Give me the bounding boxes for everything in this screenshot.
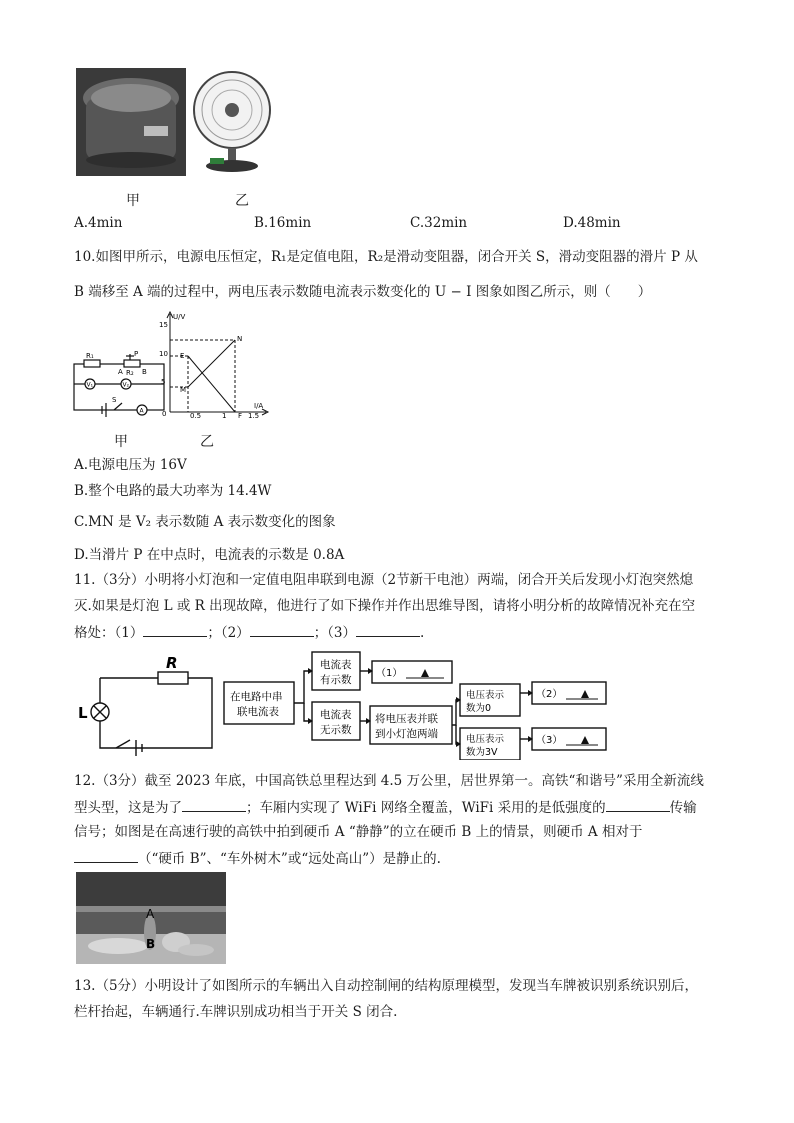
graph-tick-x15: 1.5: [248, 412, 260, 420]
q10-option-b: B.整个电路的最大功率为 14.4W: [74, 483, 272, 499]
graph-tick-y15: 15: [159, 321, 168, 329]
mindmap-answer-3: （3）: [536, 735, 563, 746]
circuit-label-r1: R₁: [86, 352, 94, 360]
q12-line2-part3: 传输: [669, 800, 697, 816]
circuit-label-a: A: [118, 368, 123, 376]
q11-blank-2[interactable]: [250, 622, 314, 637]
graph-point-m: M: [180, 386, 187, 394]
q11-label-1: 格处：（1）: [74, 625, 144, 641]
mindmap-none-2: 无示数: [320, 724, 352, 736]
q11-mindmap-diagram: [72, 648, 620, 760]
mindmap-label-r: R: [166, 654, 178, 672]
graph-tick-x1: 1: [222, 412, 227, 420]
q10-ui-graph: [158, 310, 273, 420]
mindmap-volt-1: 将电压表并联: [375, 713, 438, 725]
mindmap-has-1: 电流表: [320, 659, 352, 671]
q10-text-line2: B 端移至 A 端的过程中，两电压表示数随电流表示数变化的 U − I 图象如图乙所示，则（ ）: [74, 284, 652, 300]
q12-text-line3: 信号；如图是在高速行驶的高铁中拍到硬币 A “静静”的立在硬币 B 上的情景，则硬币 A 相对于: [74, 824, 643, 840]
q12-text-line1: 12.（3分）截至 2023 年底，中国高铁总里程达到 4.5 万公里，居世界第一。高铁“和谐号”采用全新流线: [74, 773, 704, 789]
mindmap-v3-1: 电压表示: [466, 734, 505, 745]
mindmap-answer-2: （2）: [536, 689, 563, 700]
graph-point-e: E: [180, 352, 185, 360]
mindmap-volt-2: 到小灯泡两端: [375, 728, 438, 740]
q9-option-a: A.4min: [74, 215, 123, 231]
q12-blank-1[interactable]: [182, 797, 246, 812]
mindmap-v0-1: 电压表示: [466, 690, 505, 701]
graph-tick-x0: 0: [162, 410, 167, 418]
q9-option-d: D.48min: [563, 215, 621, 231]
graph-point-n: N: [237, 335, 243, 343]
figure-caption-right: 乙: [235, 193, 249, 209]
circuit-label-p: P: [134, 350, 139, 358]
q11-label-2: ；（2）: [207, 625, 250, 641]
mindmap-label-l: L: [78, 704, 88, 722]
q11-text-line2: 灭.如果是灯泡 L 或 R 出现故障，他进行了如下操作并作出思维导图，请将小明分析的故障情况补充在空: [74, 598, 696, 614]
mindmap-has-2: 有示数: [320, 674, 352, 686]
circuit-label-v2: V₂: [122, 381, 130, 389]
coin-label-a: A: [146, 907, 155, 921]
mindmap-answer-1: （1）: [376, 668, 403, 679]
circuit-label-ammeter: A: [139, 407, 144, 415]
coin-label-b: B: [146, 937, 156, 951]
mindmap-start-1: 在电路中串: [230, 691, 283, 703]
q12-text-line4: [74, 848, 441, 869]
q12-text-line2: [74, 797, 697, 818]
q12-blank-3[interactable]: [74, 848, 138, 863]
q11-label-3: ；（3）: [313, 625, 357, 641]
q11-blank-3[interactable]: [356, 622, 420, 637]
graph-tick-y5: 5: [161, 378, 166, 386]
q12-blank-2[interactable]: [606, 797, 670, 812]
graph-point-f: F: [238, 412, 243, 420]
mindmap-v3-2: 数为3V: [466, 747, 498, 758]
q12-line2-part1: 型头型，这是为了: [74, 800, 182, 816]
fan-photo: [190, 68, 274, 176]
q10-caption-left: 甲: [114, 434, 128, 450]
q10-option-c: C.MN 是 V₂ 表示数随 A 表示数变化的图象: [74, 514, 336, 530]
q10-option-a: A.电源电压为 16V: [74, 457, 187, 473]
coin-photo: [76, 872, 226, 964]
rice-cooker-photo: [76, 68, 186, 176]
q11-text-line3: [74, 622, 424, 643]
graph-yaxis-label: U/V: [173, 313, 186, 321]
circuit-label-v1: V₁: [86, 381, 94, 389]
q10-option-d: D.当滑片 P 在中点时，电流表的示数是 0.8A: [74, 547, 345, 563]
q10-caption-right: 乙: [200, 434, 214, 450]
q13-text-line2: 栏杆抬起，车辆通行.车牌识别成功相当于开关 S 闭合.: [74, 1004, 398, 1020]
q11-blank-1[interactable]: [143, 622, 207, 637]
circuit-label-r2: R₂: [126, 369, 134, 377]
q13-text-line1: 13.（5分）小明设计了如图所示的车辆出入自动控制闸的结构原理模型，发现当车牌被识别系统识别后，: [74, 978, 699, 994]
q9-option-b: B.16min: [254, 215, 312, 231]
graph-tick-y10: 10: [159, 350, 168, 358]
graph-tick-x05: 0.5: [190, 412, 202, 420]
q9-option-c: C.32min: [410, 215, 468, 231]
mindmap-none-1: 电流表: [320, 709, 352, 721]
figure-caption-left: 甲: [126, 193, 140, 209]
graph-xaxis-label: I/A: [254, 402, 264, 410]
circuit-label-b: B: [142, 368, 147, 376]
q10-text-line1: 10.如图甲所示，电源电压恒定，R₁是定值电阻，R₂是滑动变阻器，闭合开关 S，滑动变阻器的滑片 P 从: [74, 249, 698, 265]
mindmap-v0-2: 数为0: [466, 703, 492, 714]
q12-line4-text: （“硬币 B”、“车外树木”或“远处高山”）是静止的.: [138, 851, 441, 867]
circuit-label-s: S: [112, 396, 117, 404]
q12-line2-part2: ；车厢内实现了 WiFi 网络全覆盖，WiFi 采用的是低强度的: [246, 800, 606, 816]
q11-end: .: [420, 625, 425, 641]
q10-circuit-diagram: [68, 350, 168, 420]
q11-text-line1: 11.（3分）小明将小灯泡和一定值电阻串联到电源（2节新干电池）两端，闭合开关后发现小灯泡突然熄: [74, 572, 694, 588]
mindmap-start-2: 联电流表: [237, 706, 279, 718]
